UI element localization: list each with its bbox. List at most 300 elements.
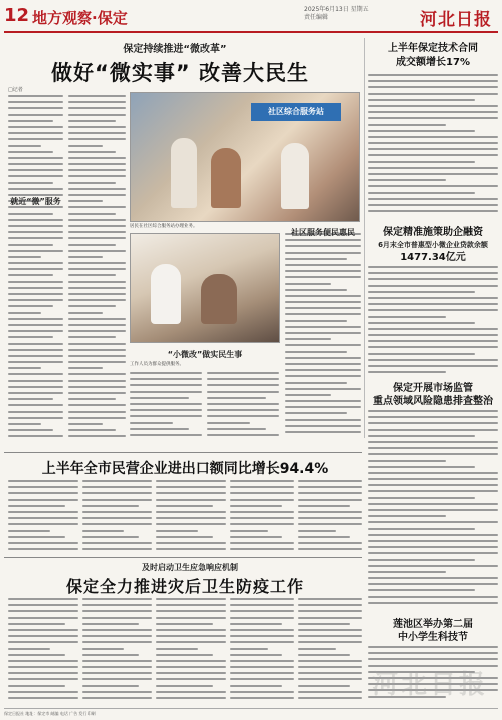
text-line <box>230 617 294 619</box>
text-line <box>207 403 279 405</box>
text-line <box>82 604 152 606</box>
text-line <box>368 565 498 567</box>
text-line <box>8 499 78 501</box>
text-line <box>368 521 498 523</box>
text-line <box>8 330 63 332</box>
lead-text-column-2 <box>68 95 126 445</box>
text-line <box>298 629 362 631</box>
text-line <box>82 486 152 488</box>
lead-subhead-1: 社区服务便民惠民 <box>291 228 355 237</box>
text-line <box>8 262 63 264</box>
text-line <box>130 409 202 411</box>
text-line <box>8 138 63 140</box>
mid-text-1 <box>8 598 78 704</box>
text-line <box>230 604 294 606</box>
text-line <box>298 505 350 507</box>
text-line <box>8 392 63 394</box>
text-line <box>68 355 126 357</box>
mid-text-4 <box>230 598 294 704</box>
date-line: 2025年6月13日 星期五 <box>304 6 369 13</box>
text-line <box>207 397 266 399</box>
lead-subhead-2: 就近“微”服务 <box>10 197 61 206</box>
text-line <box>368 340 498 342</box>
lead-subhead-3: “小微改”做实民生事 <box>167 350 243 359</box>
text-line <box>285 344 361 346</box>
text-line <box>285 270 361 272</box>
text-line <box>285 326 361 328</box>
text-line <box>285 394 331 396</box>
text-line <box>230 672 294 674</box>
text-line <box>368 534 498 536</box>
text-line <box>8 256 41 258</box>
text-line <box>368 540 498 542</box>
text-line <box>207 415 279 417</box>
text-line <box>156 610 226 612</box>
text-line <box>285 400 361 402</box>
text-line <box>368 410 498 412</box>
text-line <box>130 397 189 399</box>
text-line <box>156 617 226 619</box>
text-line <box>285 382 347 384</box>
text-line <box>68 132 126 134</box>
text-line <box>230 635 294 637</box>
text-line <box>82 480 152 482</box>
text-line <box>368 509 498 511</box>
text-line <box>68 411 126 413</box>
mid-text-5 <box>298 598 362 704</box>
text-line <box>368 303 498 305</box>
text-line <box>230 542 294 544</box>
lead-kicker: 保定持续推进“微改革” <box>123 44 227 55</box>
text-line <box>368 167 498 169</box>
text-line <box>82 660 152 662</box>
text-line <box>368 136 498 138</box>
text-line <box>285 357 361 359</box>
masthead <box>4 4 498 32</box>
text-line <box>8 685 65 687</box>
text-line <box>368 441 498 443</box>
text-line <box>368 272 498 274</box>
text-line <box>82 499 152 501</box>
text-line <box>68 182 116 184</box>
text-line <box>298 697 362 699</box>
text-line <box>8 517 78 519</box>
text-line <box>8 126 63 128</box>
text-line <box>368 328 498 330</box>
text-line <box>8 268 63 270</box>
text-line <box>82 691 152 693</box>
text-line <box>285 295 361 297</box>
text-line <box>285 375 361 377</box>
text-line <box>68 138 126 140</box>
text-line <box>8 293 63 295</box>
text-line <box>68 268 126 270</box>
text-line <box>368 210 498 212</box>
text-line <box>285 425 361 427</box>
text-line <box>368 99 475 101</box>
text-line <box>230 629 294 631</box>
text-line <box>368 546 498 548</box>
text-line <box>8 672 78 674</box>
band-text-5 <box>298 480 362 555</box>
text-line <box>68 318 126 320</box>
text-line <box>8 163 63 165</box>
text-line <box>298 542 362 544</box>
text-line <box>8 598 78 600</box>
lead-headline: 做好“微实事” 改善大民生 <box>51 61 309 85</box>
date-block <box>304 6 369 22</box>
photo-figure <box>281 143 309 209</box>
text-line <box>130 415 202 417</box>
text-line <box>298 486 362 488</box>
text-line <box>8 635 78 637</box>
text-line <box>8 617 78 619</box>
text-line <box>8 219 63 221</box>
text-line <box>8 505 65 507</box>
text-line <box>8 629 78 631</box>
text-line <box>285 320 347 322</box>
text-line <box>298 623 350 625</box>
text-line <box>68 373 126 375</box>
text-line <box>8 523 78 525</box>
text-line <box>68 145 103 147</box>
text-line <box>368 658 498 660</box>
text-line <box>368 346 498 348</box>
text-line <box>285 369 361 371</box>
text-line <box>8 641 78 643</box>
text-line <box>68 95 126 97</box>
text-line <box>156 486 226 488</box>
text-line <box>68 225 126 227</box>
text-line <box>82 511 152 513</box>
text-line <box>285 412 347 414</box>
text-line <box>8 435 63 437</box>
text-line <box>82 697 152 699</box>
text-line <box>368 130 475 132</box>
text-line <box>156 697 226 699</box>
text-line <box>368 142 498 144</box>
text-line <box>230 523 294 525</box>
text-line <box>156 648 198 650</box>
second-photo-caption: 工作人员为群众提供服务。 <box>130 362 184 367</box>
mid-text-2 <box>82 598 152 704</box>
text-line <box>368 652 498 654</box>
text-line <box>8 175 63 177</box>
text-line <box>156 660 226 662</box>
text-line <box>207 409 279 411</box>
lead-text-column-3 <box>130 372 202 442</box>
text-line <box>368 161 475 163</box>
text-line <box>285 406 361 408</box>
text-line <box>285 313 361 315</box>
text-line <box>68 274 116 276</box>
text-line <box>8 411 63 413</box>
text-line <box>68 404 126 406</box>
text-line <box>8 536 65 538</box>
text-line <box>68 120 116 122</box>
text-line <box>8 604 78 606</box>
text-line <box>8 237 63 239</box>
text-line <box>368 460 446 462</box>
text-line <box>8 225 63 227</box>
text-line <box>8 318 63 320</box>
text-line <box>368 435 475 437</box>
text-line <box>285 258 347 260</box>
text-line <box>156 598 226 600</box>
text-line <box>130 428 189 430</box>
text-line <box>156 548 226 550</box>
text-line <box>8 429 53 431</box>
text-line <box>285 283 331 285</box>
text-line <box>368 571 446 573</box>
text-line <box>8 417 63 419</box>
text-line <box>156 691 226 693</box>
text-line <box>368 596 498 598</box>
text-line <box>285 239 361 241</box>
photo-figure <box>201 274 237 324</box>
text-line <box>368 93 498 95</box>
text-line <box>230 697 294 699</box>
text-line <box>8 404 63 406</box>
text-line <box>8 398 53 400</box>
text-line <box>8 654 65 656</box>
paper-logo: 河北日报 <box>420 10 492 30</box>
text-line <box>298 530 336 532</box>
text-line <box>368 124 446 126</box>
mid-kicker: 及时启动卫生应急响应机制 <box>142 563 238 572</box>
text-line <box>82 629 152 631</box>
text-line <box>368 577 498 579</box>
text-line <box>68 417 126 419</box>
text-line <box>8 373 63 375</box>
text-line <box>156 530 198 532</box>
text-line <box>68 330 126 332</box>
text-line <box>156 666 226 668</box>
text-line <box>156 505 213 507</box>
text-line <box>68 194 126 196</box>
text-line <box>230 486 294 488</box>
text-line <box>285 351 347 353</box>
text-line <box>68 380 126 382</box>
text-line <box>230 505 282 507</box>
text-line <box>368 291 475 293</box>
text-line <box>368 80 498 82</box>
text-line <box>8 132 63 134</box>
text-line <box>368 583 498 585</box>
text-line <box>8 151 53 153</box>
text-line <box>298 617 362 619</box>
text-line <box>368 472 498 474</box>
right-story-2-head-2: 6月末全市普惠型小微企业贷款余额 <box>378 241 488 249</box>
text-line <box>68 386 126 388</box>
band-headline: 上半年全市民营企业进出口额同比增长94.4% <box>41 461 329 477</box>
text-line <box>68 107 126 109</box>
text-line <box>230 548 294 550</box>
text-line <box>298 492 362 494</box>
text-line <box>298 511 362 513</box>
right-story-3-head-2: 重点领域风险隐患排查整治 <box>373 396 493 407</box>
photo-figure <box>171 138 197 208</box>
text-line <box>230 530 268 532</box>
text-line <box>285 276 361 278</box>
right-story-4-head-2: 中小学生科技节 <box>398 632 468 643</box>
text-line <box>82 492 152 494</box>
text-line <box>68 206 126 208</box>
text-line <box>298 548 362 550</box>
text-line <box>230 648 268 650</box>
text-line <box>298 648 336 650</box>
text-line <box>130 434 202 436</box>
text-line <box>368 297 498 299</box>
text-line <box>68 324 126 326</box>
text-line <box>68 287 126 289</box>
text-line <box>8 349 63 351</box>
text-line <box>8 312 41 314</box>
text-line <box>285 363 361 365</box>
text-line <box>156 523 226 525</box>
text-line <box>68 293 126 295</box>
text-line <box>368 466 475 468</box>
text-line <box>68 361 126 363</box>
text-line <box>82 685 139 687</box>
text-line <box>156 685 213 687</box>
text-line <box>68 200 103 202</box>
text-line <box>230 492 294 494</box>
text-line <box>8 542 78 544</box>
text-line <box>285 388 361 390</box>
text-line <box>230 666 294 668</box>
text-line <box>8 107 63 109</box>
footer: 保定日报社 地址：保定市 邮编 电话 广告 发行 印刷 <box>4 708 498 718</box>
text-line <box>68 188 126 190</box>
right-story-4-head-1: 莲池区举办第二届 <box>393 619 473 630</box>
text-line <box>368 602 498 604</box>
text-line <box>8 423 41 425</box>
text-line <box>285 289 347 291</box>
text-line <box>156 641 226 643</box>
text-line <box>8 157 63 159</box>
text-line <box>285 301 361 303</box>
text-line <box>368 371 446 373</box>
right-story-1-text <box>368 74 498 220</box>
band-text-3 <box>156 480 226 555</box>
text-line <box>230 517 294 519</box>
text-line <box>207 428 266 430</box>
text-line <box>285 419 361 421</box>
text-line <box>8 120 53 122</box>
text-line <box>8 231 63 233</box>
text-line <box>156 629 226 631</box>
text-line <box>68 262 126 264</box>
text-line <box>368 552 498 554</box>
text-line <box>68 435 126 437</box>
text-line <box>68 336 116 338</box>
text-line <box>298 598 362 600</box>
lead-photo <box>130 92 360 222</box>
text-line <box>298 678 362 680</box>
text-line <box>68 114 126 116</box>
text-line <box>8 188 63 190</box>
text-line <box>8 648 50 650</box>
text-line <box>156 542 226 544</box>
text-line <box>68 343 126 345</box>
lead-text-column-5 <box>285 233 361 443</box>
text-line <box>207 391 279 393</box>
text-line <box>368 528 475 530</box>
text-line <box>368 416 498 418</box>
text-line <box>68 250 126 252</box>
text-line <box>68 244 116 246</box>
text-line <box>68 213 116 215</box>
text-line <box>82 666 152 668</box>
text-line <box>68 231 126 233</box>
text-line <box>68 281 126 283</box>
text-line <box>8 511 78 513</box>
band-rule-top <box>4 452 362 453</box>
text-line <box>156 517 226 519</box>
text-line <box>130 372 202 374</box>
text-line <box>230 480 294 482</box>
text-line <box>298 685 350 687</box>
text-line <box>130 403 202 405</box>
text-line <box>8 380 63 382</box>
text-line <box>368 117 498 119</box>
text-line <box>82 505 139 507</box>
text-line <box>298 635 362 637</box>
text-line <box>8 274 53 276</box>
text-line <box>368 559 475 561</box>
text-line <box>8 691 78 693</box>
text-line <box>8 492 78 494</box>
text-line <box>68 237 126 239</box>
text-line <box>156 672 226 674</box>
text-line <box>298 610 362 612</box>
text-line <box>207 434 279 436</box>
text-line <box>368 353 475 355</box>
text-line <box>368 154 498 156</box>
text-line <box>298 480 362 482</box>
right-story-1-head-1: 上半年保定技术合同 <box>388 43 478 54</box>
text-line <box>368 74 498 76</box>
text-line <box>298 523 362 525</box>
section-title: 地方观察·保定 <box>32 9 128 27</box>
text-line <box>368 278 498 280</box>
lead-photo-caption: 居民在社区综合服务站办理业务。 <box>130 224 198 229</box>
text-line <box>368 105 498 107</box>
band-text-4 <box>230 480 294 555</box>
text-line <box>298 691 362 693</box>
right-story-2-text <box>368 266 498 378</box>
text-line <box>68 219 126 221</box>
text-line <box>8 95 63 97</box>
text-line <box>82 523 152 525</box>
text-line <box>8 660 78 662</box>
text-line <box>68 101 126 103</box>
text-line <box>368 173 498 175</box>
text-line <box>207 384 279 386</box>
right-story-3-text <box>368 410 498 610</box>
text-line <box>285 245 361 247</box>
text-line <box>8 250 63 252</box>
column-rule <box>364 38 365 438</box>
band-text-1 <box>8 480 78 555</box>
text-line <box>8 355 63 357</box>
text-line <box>368 86 498 88</box>
text-line <box>8 213 53 215</box>
text-line <box>298 604 362 606</box>
text-line <box>368 285 498 287</box>
text-line <box>298 517 362 519</box>
